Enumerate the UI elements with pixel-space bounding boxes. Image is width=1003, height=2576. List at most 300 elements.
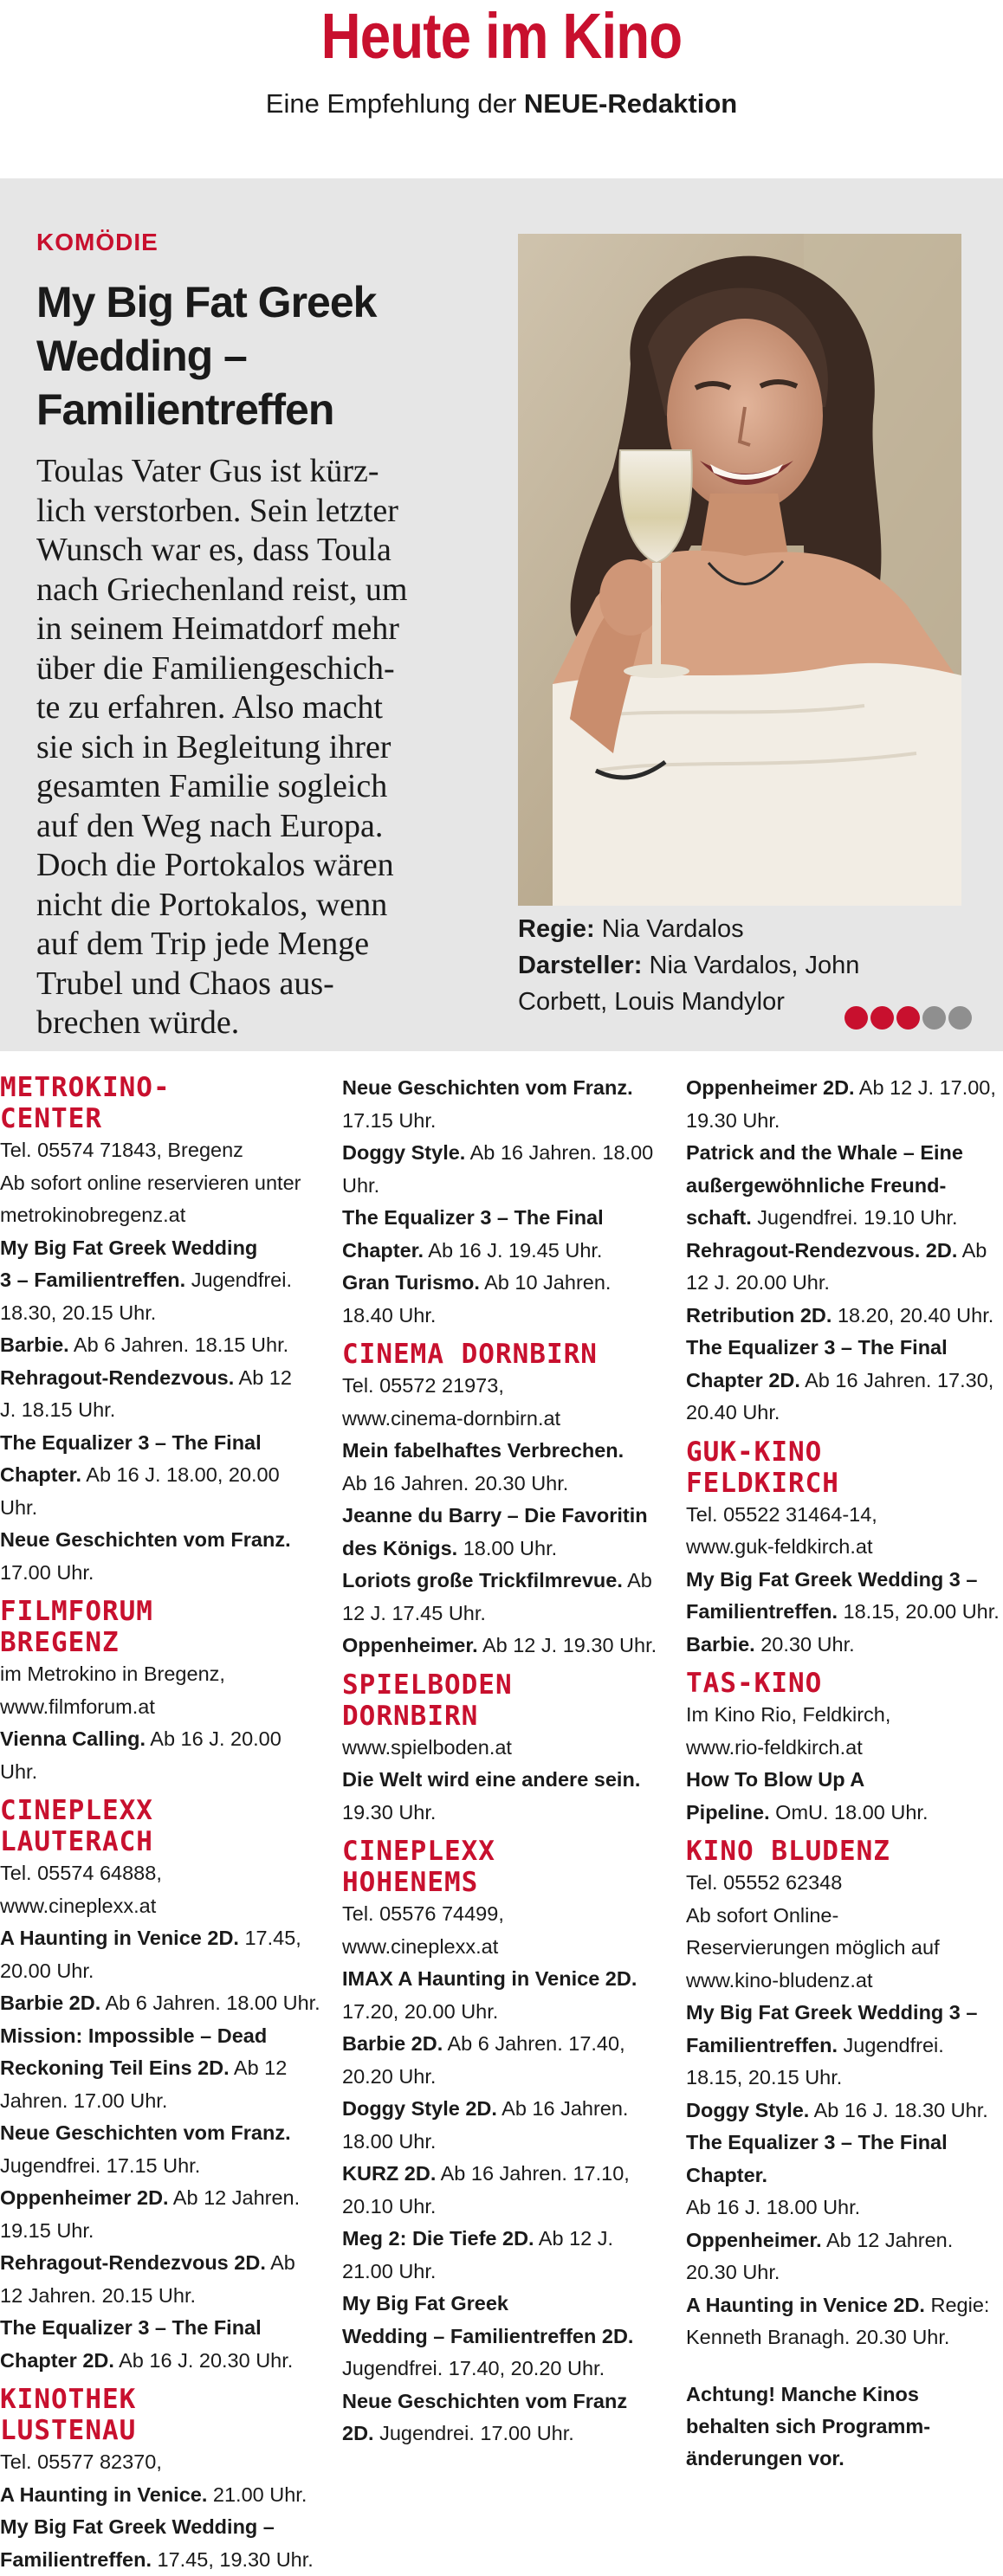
cinema-contact: [0, 1857, 322, 1922]
film-listing-line: [342, 1598, 664, 1630]
film-title-line: My Big Fat Greek: [36, 275, 487, 329]
film-details: 18.40 Uhr.: [342, 1304, 436, 1327]
film-details: Ab 12 Jahren.: [822, 2229, 954, 2251]
film-listing: [342, 1630, 664, 1662]
cinema-name: [342, 1339, 664, 1370]
film-listing: [342, 1267, 664, 1332]
film-title: Neue Geschichten vom Franz.: [0, 1528, 291, 1551]
cinema-contact: [0, 1658, 322, 1723]
contact-line: Reservierungen möglich auf: [686, 1932, 1003, 1965]
film-listing-line: [0, 2052, 322, 2085]
contact-line: Tel. 05552 62348: [686, 1867, 1003, 1900]
film-title: Meg 2: Die Tiefe 2D.: [342, 2227, 534, 2250]
film-listing-line: [686, 1267, 1003, 1300]
film-title: Rehragout-Rendezvous. 2D.: [686, 1239, 957, 1262]
film-details: Ab: [266, 2251, 295, 2274]
film-listing-line: [342, 1565, 664, 1598]
film-listing-line: [0, 1723, 322, 1788]
film-title: The Equalizer 3 – The Final: [686, 1336, 948, 1359]
cinema-name-line: CENTER: [0, 1103, 322, 1134]
cinema-name: [686, 1668, 1003, 1699]
cinema-name-line: METROKINO-: [0, 1072, 322, 1103]
subtitle-prefix: Eine Empfehlung der: [266, 88, 524, 119]
film-listing: [342, 1072, 664, 1137]
film-listing: [0, 1987, 322, 2020]
cinema-contact: [686, 1867, 1003, 1997]
synopsis-line: sie sich in Begleitung ihrer: [36, 728, 487, 768]
film-title: des Königs.: [342, 1537, 457, 1559]
film-listing-line: [0, 2085, 322, 2118]
film-details: Ab 16 J. 19.45 Uhr.: [424, 1239, 602, 1262]
film-listing: [342, 2158, 664, 2223]
film-title: Barbie 2D.: [342, 2032, 443, 2055]
film-title: Barbie.: [686, 1633, 755, 1656]
film-listing: [686, 2127, 1003, 2224]
film-details: Jugendrei. 17.00 Uhr.: [374, 2422, 574, 2444]
film-listing-line: [686, 2062, 1003, 2095]
film-listing-line: [0, 2312, 322, 2345]
film-details: 17.15 Uhr.: [342, 1109, 436, 1132]
film-title: Oppenheimer.: [342, 1634, 478, 1656]
film-title: Rehragout-Rendezvous.: [0, 1366, 234, 1389]
film-title: The Equalizer 3 – The Final: [342, 1206, 604, 1229]
film-details: Ab: [957, 1239, 987, 1262]
film-listing-line: [686, 2127, 1003, 2160]
film-listing: [0, 1232, 322, 1330]
film-details: 18.20, 20.40 Uhr.: [832, 1304, 993, 1327]
film-listing: [0, 1362, 322, 1427]
film-listing-line: [0, 2544, 322, 2576]
rating-dots: [844, 1006, 972, 1030]
film-listing: [342, 2028, 664, 2093]
film-listing-line: [0, 1557, 322, 1590]
film-listing-line: [686, 1764, 1003, 1797]
film-listing: [342, 2093, 664, 2158]
film-details: 17.20, 20.00 Uhr.: [342, 2000, 498, 2023]
cinema-contact: [0, 2446, 322, 2479]
note-line: Achtung! Manche Kinos: [686, 2379, 1003, 2411]
film-listing-line: [686, 2095, 1003, 2127]
cinema-name-line: LAUTERACH: [0, 1826, 322, 1857]
cinema-name: [0, 1596, 322, 1658]
rating-dot-empty: [948, 1006, 972, 1030]
synopsis-line: lich verstorben. Sein letzter: [36, 492, 487, 532]
film-credits: [518, 911, 986, 1020]
film-listing-line: [342, 2386, 664, 2418]
film-listing-line: [342, 2418, 664, 2450]
film-details: Ab 16 J. 20.30 Uhr.: [114, 2349, 293, 2372]
film-listing-line: [686, 1564, 1003, 1597]
film-title: Rehragout-Rendezvous 2D.: [0, 2251, 266, 2274]
film-details: 20.30 Uhr.: [755, 1633, 855, 1656]
film-title: Doggy Style 2D.: [342, 2097, 497, 2120]
film-details: Ab 12 J. 17.00,: [855, 1076, 996, 1099]
film-title: Wedding – Familientreffen 2D.: [342, 2325, 633, 2347]
film-listing-line: [686, 1629, 1003, 1662]
film-title: Chapter 2D.: [0, 2349, 114, 2372]
film-listing: [686, 2095, 1003, 2127]
film-listing-line: [0, 2020, 322, 2053]
film-title: Die Welt wird eine andere sein.: [342, 1768, 640, 1791]
film-listing: [342, 1137, 664, 1202]
film-title: Familientreffen.: [0, 2548, 152, 2571]
film-details: Jugendfrei. 17.15 Uhr.: [0, 2154, 200, 2177]
film-listing: [686, 1564, 1003, 1629]
film-details: 18.30, 20.15 Uhr.: [0, 1301, 156, 1324]
contact-line: Tel. 05576 74499,: [342, 1898, 664, 1931]
synopsis-line: gesamten Familie sogleich: [36, 767, 487, 807]
film-title: A Haunting in Venice.: [0, 2483, 207, 2506]
cinema-contact: [342, 1732, 664, 1765]
film-details: Ab 12 J.: [534, 2227, 613, 2250]
film-details: 17.45, 19.30 Uhr.: [152, 2548, 314, 2571]
film-listing: [342, 2288, 664, 2386]
contact-line: www.spielboden.at: [342, 1732, 664, 1765]
film-title: Mission: Impossible – Dead: [0, 2024, 267, 2047]
film-details: Uhr.: [342, 1174, 379, 1197]
film-listing-line: [686, 1397, 1003, 1430]
film-listing: [686, 1332, 1003, 1430]
film-listing-line: [0, 1524, 322, 1557]
film-listing-line: [0, 1297, 322, 1330]
cast-line-continued: Corbett, Louis Mandylor: [518, 984, 986, 1020]
rating-dot-empty: [922, 1006, 946, 1030]
film-title: My Big Fat Greek Wedding 3 –: [686, 2001, 977, 2024]
cinema-name-line: HOHENEMS: [342, 1867, 664, 1898]
film-listing-line: [0, 1394, 322, 1427]
cinema-contact: [686, 1699, 1003, 1764]
film-title: Mein fabelhaftes Verbrechen.: [342, 1439, 624, 1462]
film-details: Jahren. 17.00 Uhr.: [0, 2089, 167, 2112]
film-details: Ab 16 Jahren. 20.30 Uhr.: [342, 1472, 568, 1495]
film-details: 20.20 Uhr.: [342, 2065, 436, 2088]
film-listing-line: [342, 1500, 664, 1533]
film-listing-line: [686, 1202, 1003, 1235]
film-title: How To Blow Up A: [686, 1768, 864, 1791]
film-title: Neue Geschichten vom Franz: [342, 2390, 627, 2412]
film-details: Ab 16 J. 18.00, 20.00 Uhr.: [0, 1463, 280, 1519]
film-title: My Big Fat Greek Wedding 3 –: [686, 1568, 977, 1591]
film-listing-line: [0, 1264, 322, 1297]
film-title: Retribution 2D.: [686, 1304, 832, 1327]
film-details: Ab: [623, 1569, 652, 1591]
film-listing-line: [0, 2280, 322, 2313]
contact-line: Tel. 05572 21973,: [342, 1370, 664, 1403]
contact-line: www.cineplexx.at: [342, 1931, 664, 1964]
film-genre: KOMÖDIE: [36, 229, 159, 256]
film-listing: [0, 2020, 322, 2118]
film-details: Ab 16 J. 18.00 Uhr.: [686, 2196, 860, 2218]
film-listing: [0, 1524, 322, 1589]
film-listing-line: [0, 1232, 322, 1265]
film-details: J. 18.15 Uhr.: [0, 1398, 115, 1421]
film-details: 18.00 Uhr.: [342, 2130, 436, 2153]
film-listing-line: [686, 2224, 1003, 2257]
film-listing-line: [0, 2511, 322, 2544]
film-listing-line: [342, 2256, 664, 2289]
film-listing-line: [342, 1267, 664, 1300]
film-listing-line: [686, 1300, 1003, 1333]
film-title: außergewöhnliche Freund-: [686, 1174, 946, 1197]
program-change-note: [686, 2379, 1003, 2475]
cinema-name: [0, 1072, 322, 1134]
film-details: 12 Jahren. 20.15 Uhr.: [0, 2284, 196, 2307]
note-line: änderungen vor.: [686, 2443, 1003, 2475]
film-listing: [0, 1427, 322, 1525]
film-details: Ab 16 Jahren. 17.10,: [436, 2162, 629, 2185]
cinema-name: [0, 2384, 322, 2446]
film-listing-line: [0, 1922, 322, 1955]
film-details: 18.00 Uhr.: [457, 1537, 557, 1559]
film-title: Doggy Style.: [342, 1141, 465, 1164]
film-listing-line: [686, 1596, 1003, 1629]
film-title: KURZ 2D.: [342, 2162, 436, 2185]
film-title: Neue Geschichten vom Franz.: [342, 1076, 633, 1099]
listings-column-3: [686, 1072, 1003, 2475]
film-title: A Haunting in Venice 2D.: [0, 1927, 239, 1949]
director-line: [518, 911, 986, 947]
film-title: Loriots große Trickfilmrevue.: [342, 1569, 623, 1591]
synopsis-line: über die Familiengeschich-: [36, 649, 487, 689]
film-listing: [686, 1300, 1003, 1333]
film-details: OmU. 18.00 Uhr.: [770, 1801, 929, 1824]
cinema-listings: [0, 1072, 1003, 2556]
film-title: Familientreffen.: [686, 2034, 838, 2056]
contact-line: Im Kino Rio, Feldkirch,: [686, 1699, 1003, 1732]
film-listing-line: [686, 2256, 1003, 2289]
film-listing-line: [342, 2353, 664, 2386]
contact-line: www.filmforum.at: [0, 1691, 322, 1724]
actress-photo-illustration: [518, 234, 961, 906]
film-listing-line: [342, 2158, 664, 2191]
film-details: 17.00 Uhr.: [0, 1561, 94, 1584]
film-listing-line: [0, 2150, 322, 2183]
film-listing: [342, 2386, 664, 2450]
film-details: Ab 6 Jahren. 18.15 Uhr.: [69, 1333, 288, 1356]
film-title: The Equalizer 3 – The Final: [0, 1431, 262, 1454]
film-title: My Big Fat Greek Wedding: [0, 1236, 257, 1259]
film-listing: [686, 2289, 1003, 2354]
film-listing-line: [342, 2126, 664, 2159]
film-listing-line: [686, 1137, 1003, 1170]
film-listing: [342, 1435, 664, 1500]
synopsis-line: Doch die Portokalos wären: [36, 846, 487, 886]
film-listing-line: [342, 1996, 664, 2029]
film-title: Chapter.: [686, 2164, 767, 2186]
cinema-name-line: SPIELBODEN: [342, 1669, 664, 1701]
synopsis-line: Toulas Vater Gus ist kürz-: [36, 452, 487, 492]
contact-line: Tel. 05522 31464-14,: [686, 1499, 1003, 1532]
contact-line: www.kino-bludenz.at: [686, 1965, 1003, 1998]
film-title: My Big Fat Greek: [342, 2292, 508, 2315]
film-listing-line: [0, 1459, 322, 1524]
film-title: Oppenheimer 2D.: [686, 1076, 855, 1099]
cinema-contact: [342, 1898, 664, 1963]
contact-line: www.rio-feldkirch.at: [686, 1732, 1003, 1765]
film-details: 19.15 Uhr.: [0, 2219, 94, 2242]
film-listing-line: [342, 1630, 664, 1662]
film-title: Oppenheimer 2D.: [0, 2186, 169, 2209]
cinema-name: [342, 1836, 664, 1898]
film-details: Ab 16 J. 18.30 Uhr.: [809, 2099, 987, 2121]
film-listing: [342, 2223, 664, 2288]
film-listing-line: [0, 1427, 322, 1460]
film-details: Ab 12: [230, 2056, 288, 2079]
cinema-contact: [0, 1134, 322, 1232]
director-label: Regie:: [518, 915, 595, 943]
film-listing-line: [686, 1235, 1003, 1268]
film-listing: [686, 1764, 1003, 1829]
film-listing-line: [686, 2030, 1003, 2063]
film-title: schaft.: [686, 1206, 752, 1229]
film-synopsis: [36, 452, 487, 1043]
page-subtitle: [0, 88, 1003, 119]
film-listing-line: [342, 2223, 664, 2256]
film-details: 20.00 Uhr.: [0, 1959, 94, 1982]
film-listing: [342, 1500, 664, 1565]
cinema-name-line: KINOTHEK: [0, 2384, 322, 2415]
film-title: 3 – Familientreffen.: [0, 1269, 185, 1291]
film-listing-line: [342, 2061, 664, 2094]
film-listing-line: [0, 2479, 322, 2512]
cinema-name-line: FILMFORUM: [0, 1596, 322, 1627]
film-title: Barbie.: [0, 1333, 69, 1356]
film-title: Oppenheimer.: [686, 2229, 822, 2251]
film-details: Ab 12 J. 19.30 Uhr.: [478, 1634, 657, 1656]
film-title: Reckoning Teil Eins 2D.: [0, 2056, 230, 2079]
film-title: The Equalizer 3 – The Final: [686, 2131, 948, 2153]
cinema-name-line: CINEPLEXX: [342, 1836, 664, 1867]
film-listing-line: [0, 1329, 322, 1362]
cinema-name-line: CINEMA DORNBIRN: [342, 1339, 664, 1370]
film-title: 2D.: [342, 2422, 374, 2444]
film-details: 21.00 Uhr.: [207, 2483, 307, 2506]
film-listing: [0, 2247, 322, 2312]
film-listing-line: [686, 1332, 1003, 1365]
contact-line: Tel. 05577 82370,: [0, 2446, 322, 2479]
cinema-name-line: LUSTENAU: [0, 2415, 322, 2446]
film-details: Ab 12: [234, 1366, 292, 1389]
film-listing-line: [686, 1997, 1003, 2030]
film-title: Jeanne du Barry – Die Favoritin: [342, 1504, 648, 1527]
cast-label: Darsteller:: [518, 952, 642, 979]
cinema-name: [342, 1669, 664, 1732]
film-still-photo: [518, 234, 961, 906]
film-listing: [342, 1202, 664, 1267]
film-listing-line: [342, 1105, 664, 1138]
film-details: Ab 16 Jahren. 17.30,: [800, 1369, 993, 1391]
film-listing-line: [686, 2192, 1003, 2224]
film-listing-line: [686, 1365, 1003, 1398]
film-details: 20.10 Uhr.: [342, 2195, 436, 2218]
film-details: Jugendfrei.: [838, 2034, 944, 2056]
cinema-name: [686, 1436, 1003, 1499]
cinema-contact: [686, 1499, 1003, 1564]
film-details: 18.15, 20.00 Uhr.: [838, 1600, 1000, 1623]
contact-line: www.cinema-dornbirn.at: [342, 1403, 664, 1436]
film-details: 12 J. 17.45 Uhr.: [342, 1602, 486, 1624]
film-details: 18.15, 20.15 Uhr.: [686, 2066, 842, 2089]
rating-dot-filled: [870, 1006, 894, 1030]
film-listing-line: [686, 2321, 1003, 2354]
film-listing-line: [0, 2182, 322, 2215]
film-listing: [686, 1997, 1003, 2095]
contact-line: metrokinobregenz.at: [0, 1199, 322, 1232]
film-listing-line: [686, 1105, 1003, 1138]
contact-line: www.guk-feldkirch.at: [686, 1531, 1003, 1564]
cinema-name-line: DORNBIRN: [342, 1701, 664, 1732]
film-listing-line: [686, 1072, 1003, 1105]
synopsis-line: te zu erfahren. Also macht: [36, 688, 487, 728]
page-title: Heute im Kino: [70, 0, 933, 73]
film-title: Pipeline.: [686, 1801, 770, 1824]
contact-line: Tel. 05574 64888,: [0, 1857, 322, 1890]
film-title: Gran Turismo.: [342, 1271, 480, 1294]
film-title: A Haunting in Venice 2D.: [686, 2294, 925, 2316]
film-listing-line: [686, 2289, 1003, 2322]
synopsis-line: auf den Weg nach Europa.: [36, 807, 487, 847]
rating-dot-filled: [896, 1006, 920, 1030]
film-listing: [0, 1922, 322, 1987]
film-listing: [342, 1764, 664, 1829]
film-title: Chapter.: [342, 1239, 424, 1262]
contact-line: Tel. 05574 71843, Bregenz: [0, 1134, 322, 1167]
featured-film: [0, 178, 1003, 1051]
film-listing: [686, 1072, 1003, 1137]
film-details: 17.45,: [239, 1927, 301, 1949]
film-details: Ab 16 Jahren. 18.00: [465, 1141, 653, 1164]
film-listing-line: [342, 1797, 664, 1830]
film-title: Familientreffen.: [686, 1600, 838, 1623]
film-details: Jugendfrei. 17.40, 20.20 Uhr.: [342, 2357, 605, 2379]
cinema-name-line: CINEPLEXX: [0, 1795, 322, 1826]
film-details: 19.30 Uhr.: [686, 1109, 780, 1132]
film-title: Vienna Calling.: [0, 1727, 146, 1750]
film-title: Barbie 2D.: [0, 1992, 100, 2014]
contact-line: Ab sofort Online-: [686, 1900, 1003, 1933]
film-listing-line: [342, 2028, 664, 2061]
contact-line: www.cineplexx.at: [0, 1890, 322, 1923]
synopsis-line: Trubel und Chaos aus-: [36, 965, 487, 1004]
film-listing: [686, 1629, 1003, 1662]
cinema-name-line: TAS-KINO: [686, 1668, 1003, 1699]
film-title: Chapter 2D.: [686, 1369, 800, 1391]
film-listing-line: [0, 2215, 322, 2248]
film-listing: [342, 1565, 664, 1630]
cast-line: [518, 947, 986, 984]
film-listing-line: [0, 2345, 322, 2378]
film-listing: [686, 1235, 1003, 1300]
film-listing-line: [342, 2093, 664, 2126]
film-details: Ab 6 Jahren. 17.40,: [443, 2032, 624, 2055]
film-details: 20.40 Uhr.: [686, 1401, 780, 1424]
film-listing-line: [342, 1300, 664, 1333]
film-listing-line: [342, 1764, 664, 1797]
film-listing-line: [0, 1987, 322, 2020]
cinema-name: [686, 1836, 1003, 1867]
film-listing-line: [342, 2321, 664, 2353]
film-listing-line: [0, 1362, 322, 1395]
contact-line: Ab sofort online reservieren unter: [0, 1167, 322, 1200]
film-listing-line: [342, 1137, 664, 1170]
film-details: 19.30 Uhr.: [342, 1801, 436, 1824]
synopsis-line: nicht die Portokalos, wenn: [36, 886, 487, 926]
film-listing: [0, 2312, 322, 2377]
film-listing-line: [342, 2191, 664, 2224]
film-listing-line: [686, 1170, 1003, 1203]
film-listing-line: [0, 2247, 322, 2280]
film-details: 21.00 Uhr.: [342, 2260, 436, 2282]
